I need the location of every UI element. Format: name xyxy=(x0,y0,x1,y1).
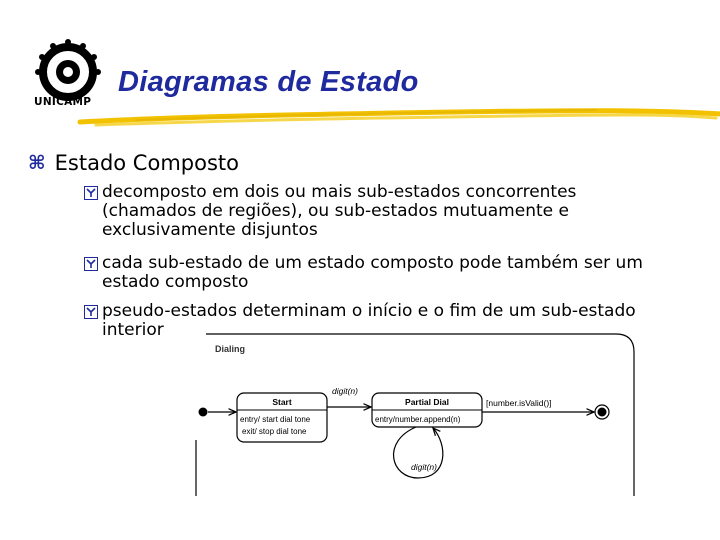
state-start-exit: exit/ stop dial tone xyxy=(242,427,307,436)
sub-bullet-line: exclusivamente disjuntos xyxy=(102,220,318,240)
sub-bullet-line: decomposto em dois ou mais sub-estados concorrentes xyxy=(102,182,577,202)
title-underline-stroke xyxy=(76,106,720,130)
state-start xyxy=(237,393,327,442)
y-bullet-icon xyxy=(84,257,98,271)
bullet-estado-composto xyxy=(28,150,239,176)
state-partial-dial-entry: entry/number.append(n) xyxy=(375,415,461,424)
sub-bullet-2 xyxy=(84,254,704,292)
sub-bullet-line: estado composto xyxy=(102,272,249,292)
composite-state-name: Dialing xyxy=(215,344,246,354)
y-bullet-icon xyxy=(84,305,98,319)
sub-bullet-line: interior xyxy=(102,320,164,340)
logo-wordmark: UNICAMP xyxy=(34,96,92,108)
slide-title: Diagramas de Estado xyxy=(118,66,419,98)
state-start-name: Start xyxy=(272,397,292,407)
sub-bullet-line: cada sub-estado de um estado composto pode também ser um xyxy=(102,253,643,273)
initial-state-icon xyxy=(199,408,208,417)
self-transition-label: digit(n) xyxy=(411,462,437,472)
state-partial-dial xyxy=(372,393,482,427)
sub-bullet-line: pseudo-estados determinam o início e o fim de um sub-estado xyxy=(102,301,636,321)
y-bullet-icon xyxy=(84,186,98,200)
state-start-entry: entry/ start dial tone xyxy=(240,415,311,424)
state-partial-dial-name: Partial Dial xyxy=(405,397,449,407)
transition-label: digit(n) xyxy=(332,386,358,396)
bullet-text: Estado Composto xyxy=(54,151,239,175)
sub-bullet-line: (chamados de regiões), ou sub-estados mutuamente e xyxy=(102,201,569,221)
final-guard-label: [number.isValid()] xyxy=(486,398,552,408)
composite-state-diagram xyxy=(186,330,646,500)
sub-bullet-1 xyxy=(84,183,704,240)
z-bullet-icon: ⌘ xyxy=(28,152,46,174)
